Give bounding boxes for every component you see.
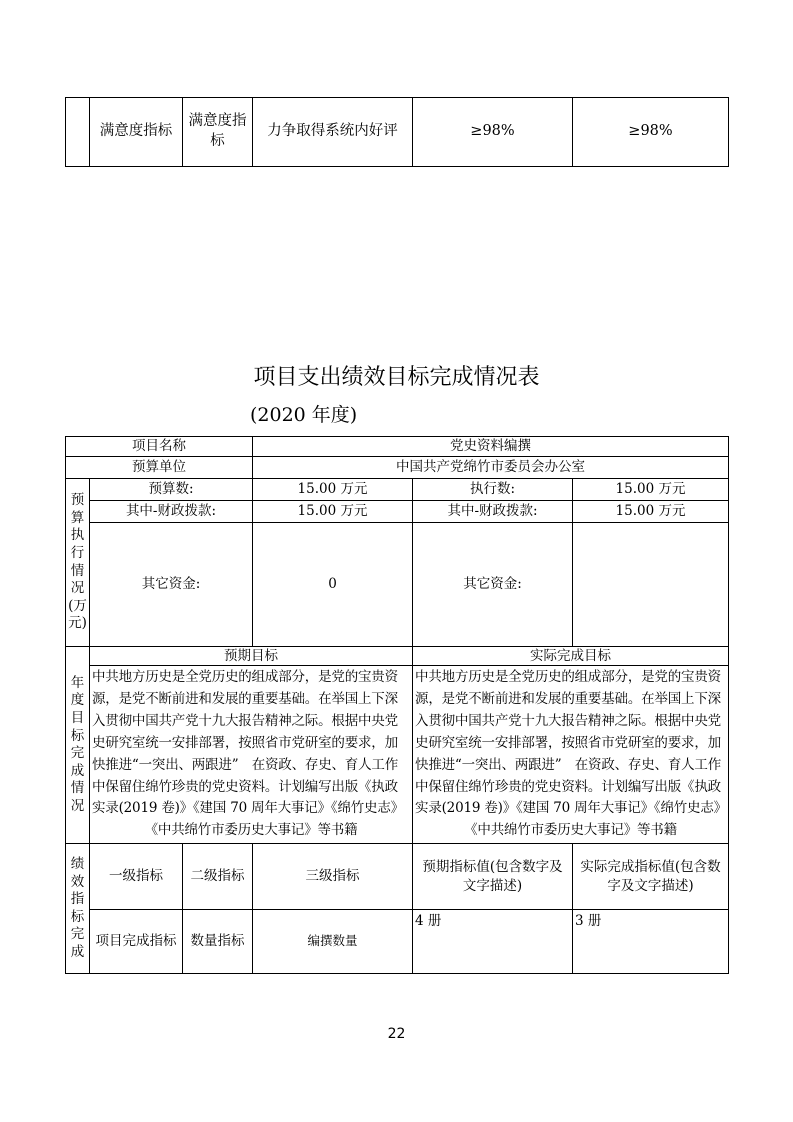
level2-cell: 满意度指标: [183, 98, 253, 167]
budget-section-label: 预算执行情况(万元): [66, 479, 90, 647]
level1-cell: 满意度指标: [90, 98, 183, 167]
empty-cell: [66, 98, 90, 167]
col-planned-header: 预期指标值(包含数字及文字描述): [413, 844, 573, 910]
level3-cell: 力争取得系统内好评: [253, 98, 413, 167]
table-row: [66, 910, 729, 974]
other-funds-value: 0: [253, 523, 413, 647]
table-row: [66, 844, 729, 910]
planned-value-cell: ≥98%: [413, 98, 573, 167]
row1-planned: 4 册: [413, 910, 573, 974]
actual-goal-body: 中共地方历史是全党历史的组成部分，是党的宝贵资源，是党不断前进和发展的重要基础。在举国上下深入贯彻中国共产党十九大报告精神之际。根据中央党史研究室统一安排部署，按照省市党研室的要求，加快推进“一突出、两跟进” 在资政、存史、育人工作中保留住绵竹珍贵的党史资料。计划编写出版《执政实录(2019 卷)》《建国 70 周年大事记》《绵竹史志》: [415, 669, 727, 817]
planned-goal-text: [90, 666, 413, 844]
col-level1-header: 一级指标: [90, 844, 183, 910]
actual-goal-text: [413, 666, 729, 844]
col-level3-header: 三级指标: [253, 844, 413, 910]
row1-level2: 数量指标: [183, 910, 253, 974]
planned-goal-body: 中共地方历史是全党历史的组成部分，是党的宝贵资源，是党不断前进和发展的重要基础。在举国上下深入贯彻中国共产党十九大报告精神之际。根据中央党史研究室统一安排部署，按照省市党研室的要求，加快推进“一突出、两跟进” 在资政、存史、育人工作中保留住绵竹珍贵的党史资料。计划编写出版《执政实录(2019 卷)》《建国 70 周年大事记》《绵竹史志》: [92, 669, 404, 817]
row1-actual: 3 册: [573, 910, 729, 974]
fiscal-label: 其中-财政拨款:: [90, 501, 253, 523]
table-row: [66, 479, 729, 501]
actual-value-cell: ≥98%: [573, 98, 729, 167]
budget-value: 15.00 万元: [253, 479, 413, 501]
table-row: [66, 437, 729, 457]
table-row: [66, 98, 729, 167]
annual-section-label: 年度目标完成情况: [66, 647, 90, 844]
page-title: 项目支出绩效目标完成情况表: [253, 365, 540, 390]
fiscal-exec-label: 其中-财政拨款:: [413, 501, 573, 523]
project-name-label: 项目名称: [66, 437, 253, 457]
fiscal-value: 15.00 万元: [253, 501, 413, 523]
page-number: 22: [387, 1026, 406, 1042]
year-subtitle: (2020 年度): [250, 404, 358, 426]
top-indicator-table: [65, 97, 729, 167]
exec-label: 执行数:: [413, 479, 573, 501]
exec-value: 15.00 万元: [573, 479, 729, 501]
col-actual-header: 实际完成指标值(包含数字及文字描述): [573, 844, 729, 910]
table-row: [66, 666, 729, 844]
budget-unit-value: 中国共产党绵竹市委员会办公室: [253, 457, 729, 479]
table-row: [66, 457, 729, 479]
planned-goal-last-line: 《中共绵竹市委历史大事记》等书籍: [144, 822, 358, 839]
budget-unit-label: 预算单位: [66, 457, 253, 479]
row1-level1: 项目完成指标: [90, 910, 183, 974]
actual-goal-last-line: 《中共绵竹市委历史大事记》等书籍: [464, 822, 677, 839]
other-exec-value: [573, 523, 729, 647]
table-row: [66, 501, 729, 523]
table-row: [66, 523, 729, 647]
performance-table: [65, 436, 729, 974]
project-name-value: 党史资料编撰: [253, 437, 729, 457]
fiscal-exec-value: 15.00 万元: [573, 501, 729, 523]
perf-section-label: 绩效指标完成: [66, 844, 90, 974]
col-level2-header: 二级指标: [183, 844, 253, 910]
planned-goal-header: 预期目标: [90, 647, 413, 666]
table-row: [66, 647, 729, 666]
row1-level3: 编撰数量: [253, 910, 413, 974]
other-funds-label: 其它资金:: [90, 523, 253, 647]
other-exec-label: 其它资金:: [413, 523, 573, 647]
actual-goal-header: 实际完成目标: [413, 647, 729, 666]
budget-label: 预算数:: [90, 479, 253, 501]
